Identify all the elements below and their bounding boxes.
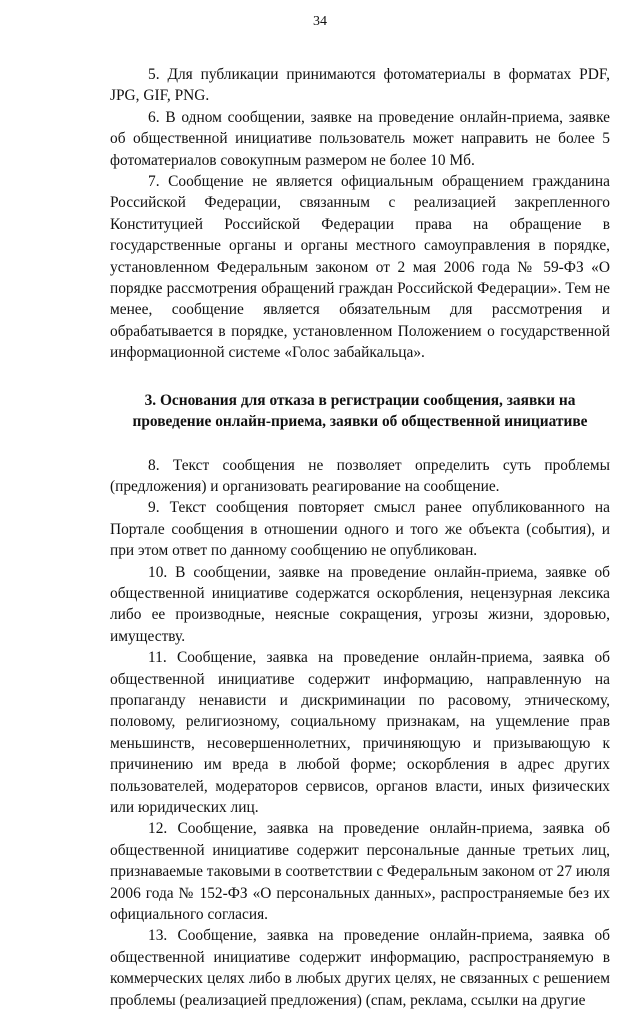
paragraph-7: 7. Сообщение не является официальным обращением гражданина Российской Федерации, связанным с реализацией закрепленного Конституцией Российской Федерации права на обращение в государственные органы и органы местного самоуправления в порядке, установленном Федеральным законом от 2 мая 2006 года № 59-ФЗ «О порядке рассмотрения обращений граждан Российской Федерации». Тем не менее, сообщение является обязательным для рассмотрения и обрабатывается в порядке, установленном Положением о государственной информационной системе «Голос забайкальца». <box>110 173 610 362</box>
document-body <box>110 64 610 1011</box>
paragraph-8: 8. Текст сообщения не позволяет определить суть проблемы (предложения) и организовать реагирование на сообщение. <box>110 456 610 495</box>
page-number: 34 <box>313 14 327 29</box>
section-heading: 3. Основания для отказа в регистрации сообщения, заявки на проведение онлайн-приема, заявки об общественной инициативе <box>132 391 588 431</box>
paragraph-6: 6. В одном сообщении, заявке на проведение онлайн-приема, заявке об общественной инициативе пользователь может направить не более 5 фотоматериалов совокупным размером не более 10 Мб. <box>110 108 610 169</box>
paragraph-9: 9. Текст сообщения повторяет смысл ранее опубликованного на Портале сообщения в отношении одного и того же объекта (события), и при этом ответ по данному сообщению не опубликован. <box>110 499 610 560</box>
paragraph-5: 5. Для публикации принимаются фотоматериалы в форматах PDF, JPG, GIF, PNG. <box>110 66 610 105</box>
paragraph-11: 11. Сообщение, заявка на проведение онлайн-приема, заявка об общественной инициативе содержит информацию, направленную на пропаганду ненависти и дискриминации по расовому, этническому, половому, религиозному, социальному признакам, на ущемление прав меньшинств, несовершеннолетних, причиняющую и призывающую к причинению им вреда в любой форме; оскорбления в адрес других пользователей, модераторов сервисов, органов власти, иных физических или юридических лиц. <box>110 649 610 816</box>
paragraph-12: 12. Сообщение, заявка на проведение онлайн-приема, заявка об общественной инициативе содержит персональные данные третьих лиц, признаваемые таковыми в соответствии с Федеральным законом от 27 июля 2006 года № 152-ФЗ «О персональных данных», распространяемые без их официального согласия. <box>110 820 610 924</box>
paragraph-13: 13. Сообщение, заявка на проведение онлайн-приема, заявка об общественной инициативе содержит информацию, распространяемую в коммерческих целях либо в любых других целях, не связанных с решением проблемы (реализацией предложения) (спам, реклама, ссылки на другие <box>110 927 610 1009</box>
paragraph-10: 10. В сообщении, заявке на проведение онлайн-приема, заявке об общественной инициативе содержатся оскорбления, нецензурная лексика либо ее производные, неясные сокращения, угрозы жизни, здоровью, имуществу. <box>110 563 610 645</box>
